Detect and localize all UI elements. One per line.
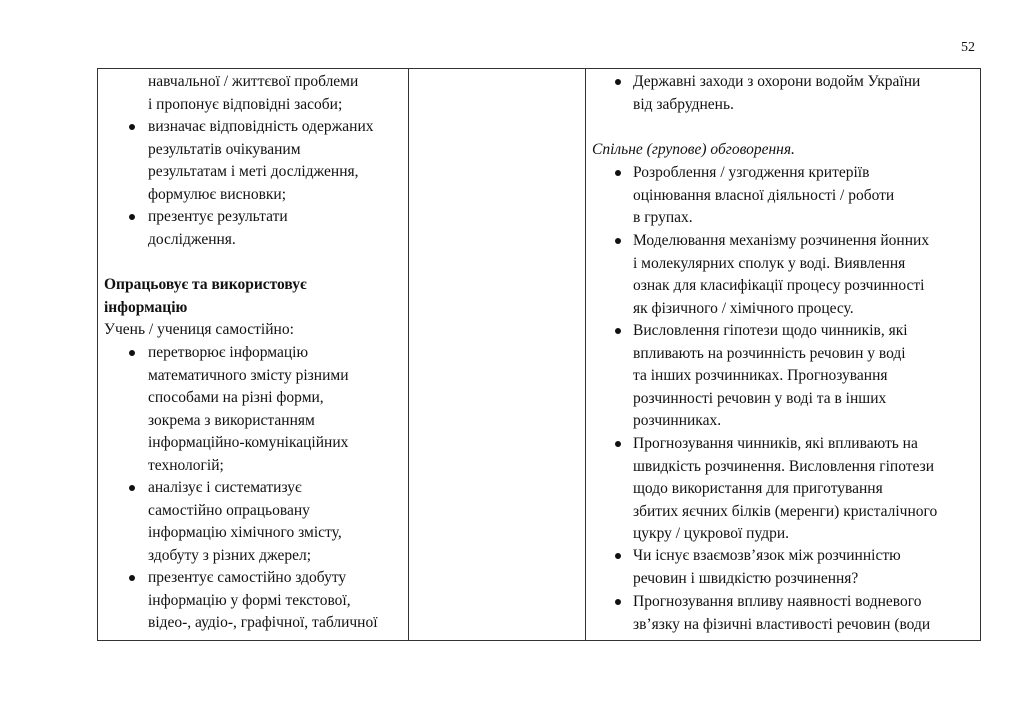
bullet-icon — [615, 328, 621, 334]
list-item-line: зв’язку на фізичні властивості речовин (води — [633, 615, 931, 633]
list-item-line: в групах. — [633, 209, 693, 226]
bullet-icon — [615, 238, 621, 244]
bullet-icon — [129, 214, 135, 220]
list-item-line: щодо використання для приготування — [633, 480, 883, 497]
list-item-line: відео-, аудіо-, графічної, табличної — [148, 614, 378, 631]
bullet-icon — [615, 441, 621, 447]
curriculum-table — [97, 68, 981, 641]
list-item-line: формулює висновки; — [148, 185, 287, 203]
list-item-line: результатам і меті дослідження, — [148, 163, 359, 180]
list-item-line: інформацію хімічного змісту, — [148, 524, 342, 541]
list-item-line: навчальної / життєвої проблеми — [148, 73, 359, 90]
list-item-line: самостійно опрацьовану — [148, 501, 310, 519]
list-item-line: цукру / цукрової пудри. — [633, 525, 790, 542]
bullet-icon — [129, 485, 135, 491]
learning-outcomes-column — [98, 69, 408, 640]
list-item-line: визначає відповідність одержаних — [148, 118, 374, 135]
list-item-line: презентує самостійно здобуту — [148, 569, 347, 586]
empty-column — [409, 69, 585, 640]
list-item-line: впливають на розчинність речовин у воді — [633, 344, 906, 362]
section-intro: Учень / учениця самостійно: — [104, 321, 294, 338]
list-item-line: і молекулярних сполук у воді. Виявлення — [633, 254, 906, 272]
bullet-icon — [129, 350, 135, 356]
activities-column — [586, 69, 980, 640]
bullet-icon — [615, 599, 621, 605]
bullet-icon — [615, 553, 621, 559]
section-heading: інформацію — [104, 298, 188, 316]
list-item-line: Моделювання механізму розчинення йонних — [633, 232, 930, 249]
bullet-icon — [615, 170, 621, 176]
list-item-line: ознак для класифікації процесу розчинності — [633, 277, 925, 294]
list-item-line: речовин і швидкістю розчинення? — [633, 569, 859, 587]
list-item-line: та інших розчинниках. Прогнозування — [633, 367, 888, 384]
list-item-line: розчинності речовин у воді та в інших — [633, 389, 887, 407]
list-item-line: результатів очікуваним — [148, 140, 301, 158]
bullet-icon — [129, 575, 135, 581]
section-heading: Опрацьовує та використовує — [104, 276, 307, 293]
list-item-line: математичного змісту різними — [148, 366, 349, 384]
list-item-line: аналізує і систематизує — [148, 479, 302, 496]
list-item-line: Прогнозування впливу наявності водневого — [633, 593, 922, 610]
list-item-line: Прогнозування чинників, які впливають на — [633, 435, 918, 452]
list-item-line: як фізичного / хімічного процесу. — [633, 299, 854, 317]
list-item-line: розчинниках. — [633, 412, 722, 429]
list-item-line: інформаційно-комунікаційних — [148, 434, 349, 451]
list-item-line: способами на різні форми, — [148, 389, 324, 406]
list-item-line: зокрема з використанням — [148, 411, 315, 429]
list-item-line: і пропонує відповідні засоби; — [148, 95, 343, 113]
list-item-line: від забруднень. — [633, 95, 734, 113]
list-item-line: швидкість розчинення. Висловлення гіпотези — [633, 457, 935, 475]
list-item-line: оцінювання власної діяльності / роботи — [633, 186, 895, 204]
list-item-line: Розроблення / узгодження критеріїв — [633, 164, 870, 181]
list-item-line: дослідження. — [148, 230, 236, 248]
list-item-line: презентує результати — [148, 208, 288, 225]
bullet-icon — [129, 124, 135, 130]
list-item-line: Чи існує взаємозв’язок між розчинністю — [633, 547, 901, 564]
bullet-icon — [615, 79, 621, 85]
list-item-line: Висловлення гіпотези щодо чинників, які — [633, 322, 908, 339]
list-item-line: здобуту з різних джерел; — [148, 546, 312, 564]
list-item-line: Державні заходи з охорони водойм України — [633, 73, 921, 90]
list-item-line: інформацію у формі текстової, — [148, 591, 351, 609]
page-number: 52 — [961, 40, 975, 55]
section-heading: Спільне (групове) обговорення. — [592, 141, 795, 158]
list-item-line: технологій; — [148, 456, 224, 474]
list-item-line: перетворює інформацію — [148, 344, 309, 361]
list-item-line: збитих яєчних білків (меренги) кристалічного — [633, 502, 938, 520]
